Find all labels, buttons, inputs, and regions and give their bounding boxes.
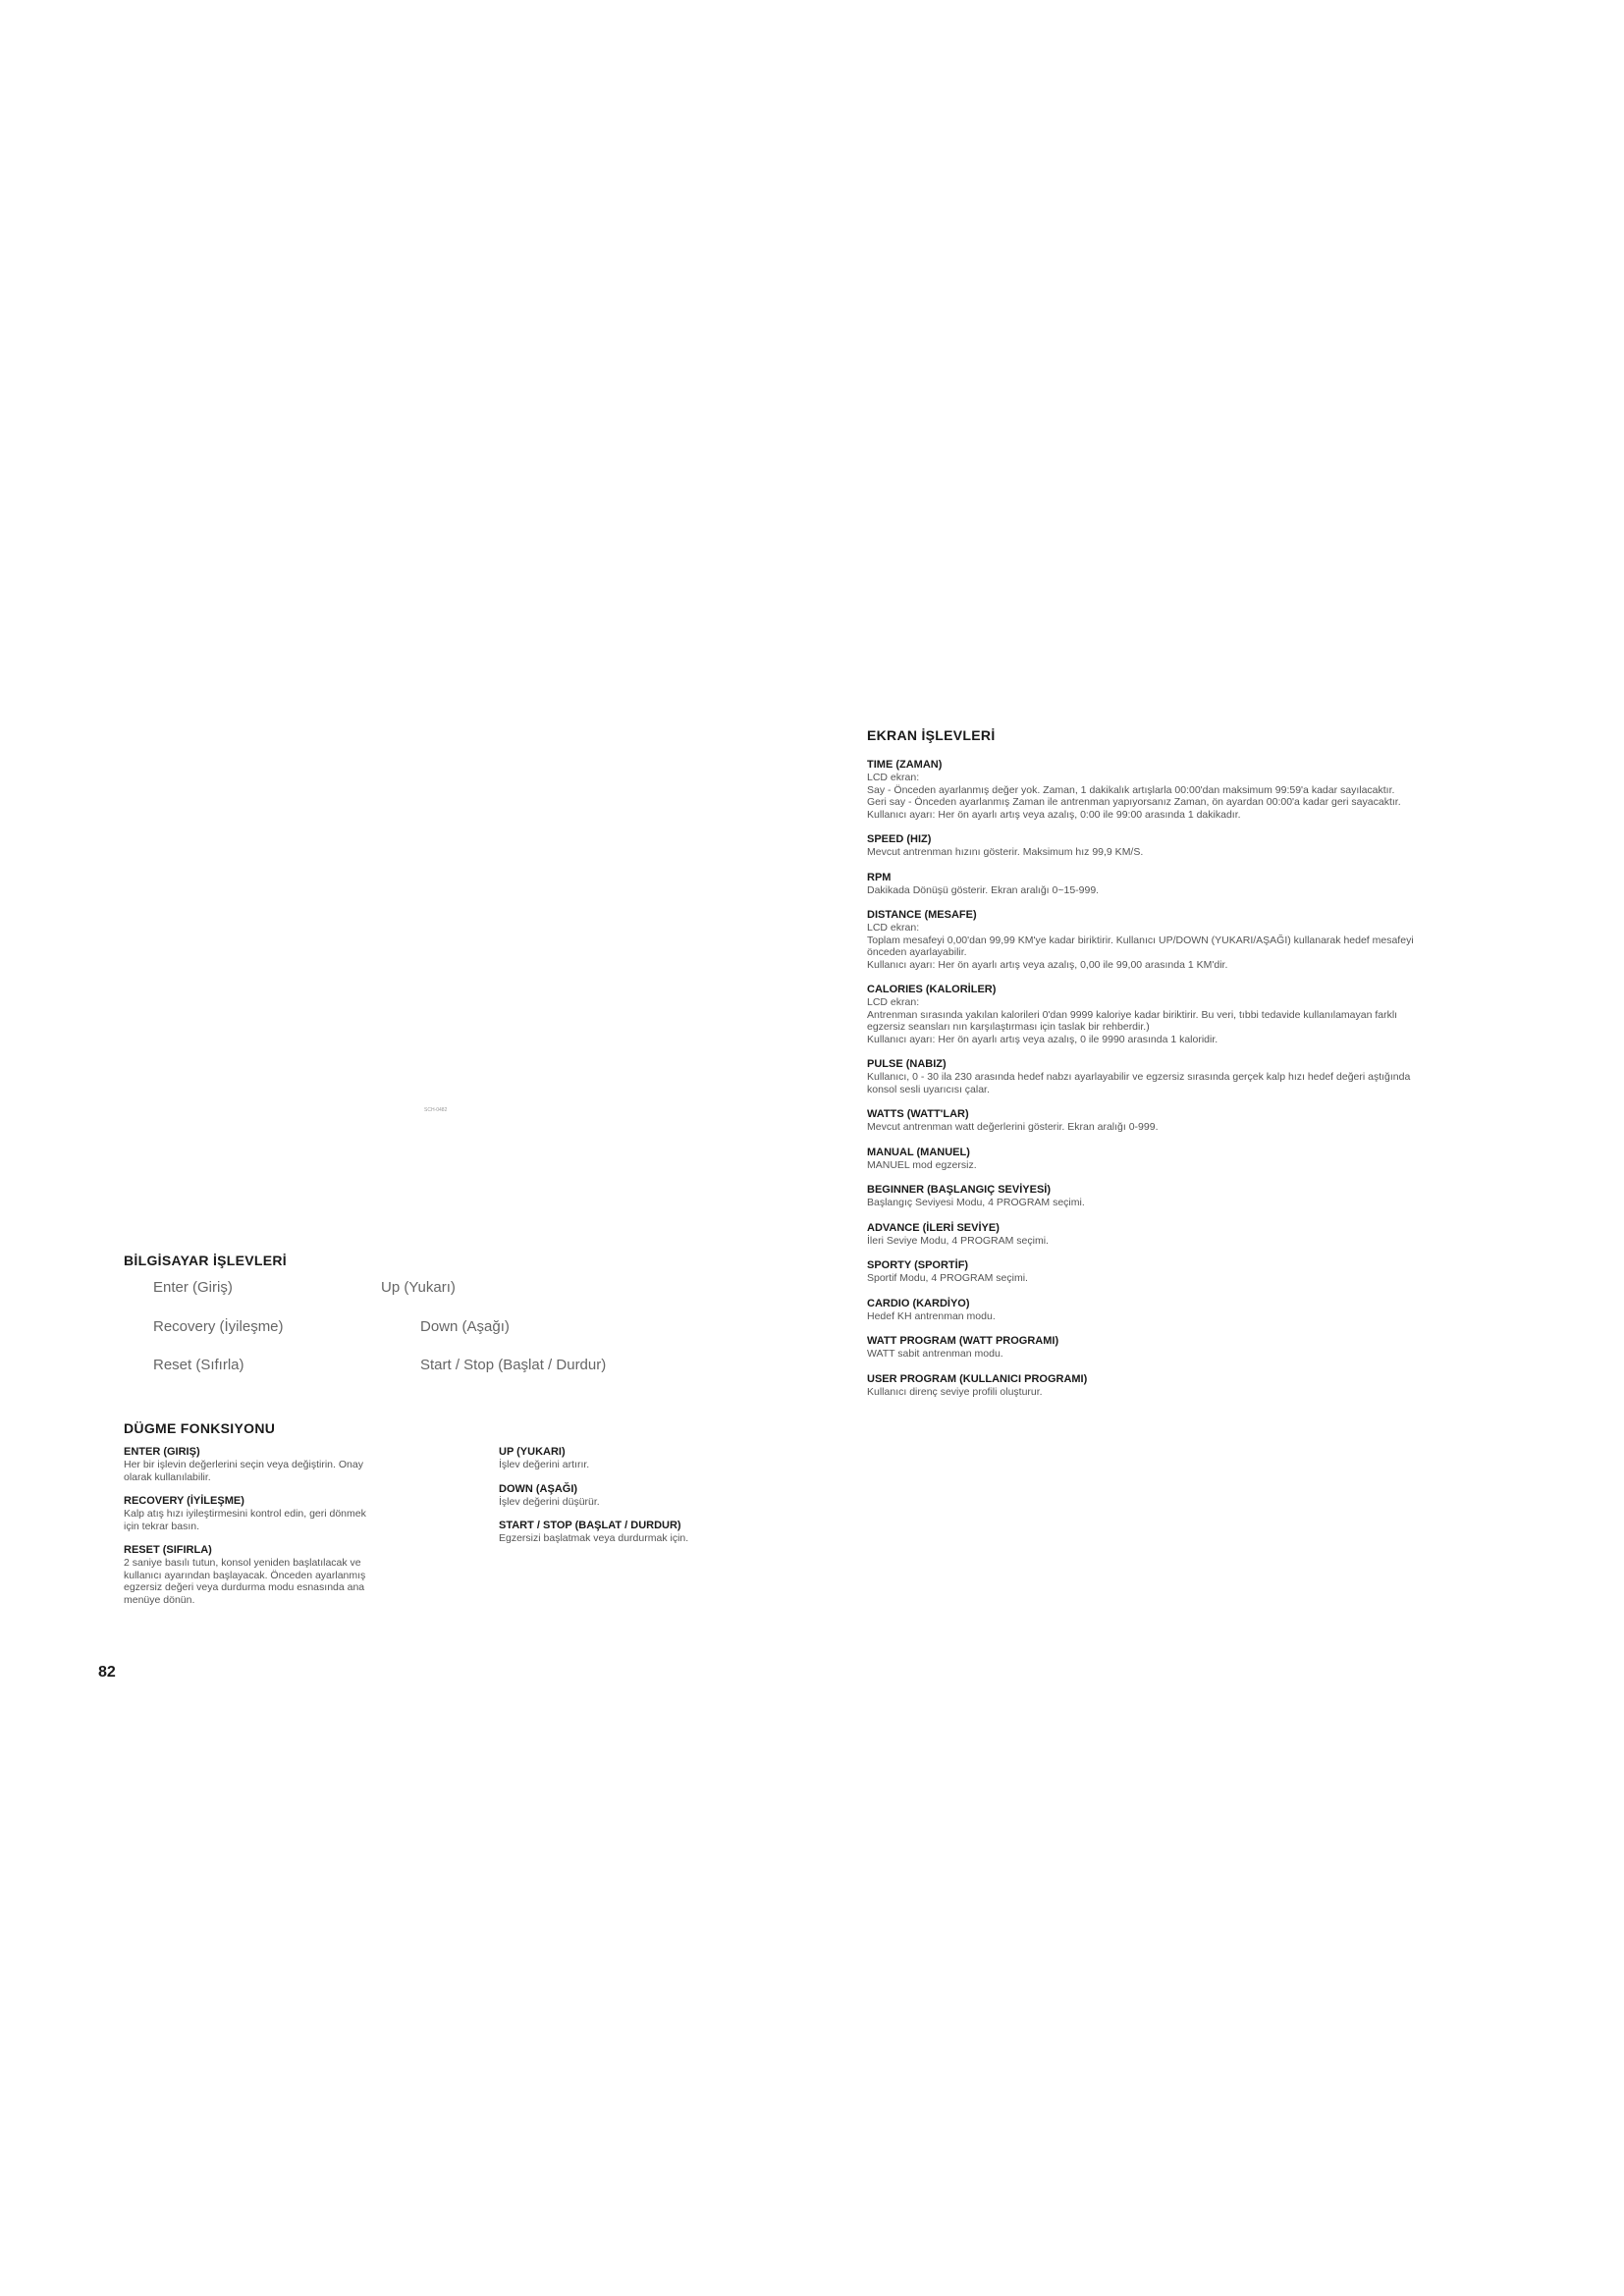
display-section-title: CARDIO (KARDİYO) — [867, 1297, 970, 1309]
btn-down-section — [499, 1483, 793, 1509]
fn-recovery: Recovery (İyileşme) — [153, 1318, 284, 1335]
button-functions-right — [499, 1446, 793, 1557]
btn-enter-title: ENTER (GIRIŞ) — [124, 1446, 200, 1458]
btn-reset-line: egzersiz değeri veya durdurma modu esnasında ana — [124, 1581, 365, 1593]
fn-up: Up (Yukarı) — [381, 1279, 456, 1296]
btn-reset-line: 2 saniye basılı tutun, konsol yeniden başlatılacak ve — [124, 1557, 361, 1569]
fn-enter: Enter (Giriş) — [153, 1279, 233, 1296]
btn-down-line: İşlev değerini düşürür. — [499, 1495, 600, 1508]
display-section-line: LCD ekran: — [867, 772, 920, 783]
button-functions-title: DÜGME FONKSIYONU — [124, 1420, 276, 1436]
display-section-line: Geri say - Önceden ayarlanmış Zaman ile antrenman yapıyorsanız Zaman, ön ayardan 00:00'a kadar geri sayacaktır. — [867, 796, 1401, 808]
display-section — [867, 1108, 1544, 1134]
display-section-line: LCD ekran: — [867, 996, 920, 1008]
display-section — [867, 1298, 1544, 1323]
display-section-line: Kullanıcı ayarı: Her ön ayarlı artış veya azalış, 0:00 ile 99:00 arasında 1 dakikadır. — [867, 808, 1241, 821]
display-section-line: Say - Önceden ayarlanmış değer yok. Zaman, 1 dakikalık artışlarla 00:00'dan maksimum 99:59'a kadar sayılacaktır. — [867, 783, 1395, 796]
display-section-title: USER PROGRAM (KULLANICI PROGRAMI) — [867, 1372, 1088, 1385]
btn-down-title: DOWN (AŞAĞI) — [499, 1482, 578, 1495]
page-number: 82 — [98, 1664, 116, 1681]
display-section-title: CALORIES (KALORİLER) — [867, 984, 997, 995]
display-section-title: PULSE (NABIZ) — [867, 1058, 947, 1070]
display-section-line: WATT sabit antrenman modu. — [867, 1348, 1003, 1360]
display-section — [867, 1335, 1544, 1361]
display-section-line: MANUEL mod egzersiz. — [867, 1158, 977, 1171]
display-section-title: WATT PROGRAM (WATT PROGRAMI) — [867, 1335, 1059, 1347]
display-section — [867, 984, 1544, 1045]
btn-enter-line: olarak kullanılabilir. — [124, 1470, 211, 1483]
display-section — [867, 909, 1544, 971]
display-section-line: Hedef KH antrenman modu. — [867, 1309, 996, 1322]
fn-start-stop: Start / Stop (Başlat / Durdur) — [420, 1357, 607, 1373]
display-section-line: Kullanıcı ayarı: Her ön ayarlı artış veya azalış, 0,00 ile 99,00 arasında 1 KM'dir. — [867, 958, 1228, 971]
btn-enter-line: Her bir işlevin değerlerini seçin veya değiştirin. Onay — [124, 1459, 363, 1470]
fn-down: Down (Aşağı) — [420, 1318, 510, 1335]
display-section-line: LCD ekran: — [867, 922, 920, 934]
display-section-line: Mevcut antrenman hızını gösterir. Maksimum hız 99,9 KM/S. — [867, 846, 1144, 858]
display-section-line: egzersiz seansları nın karşılaştırması için taslak bir rehberdir.) — [867, 1021, 1150, 1033]
btn-up-section — [499, 1446, 793, 1471]
display-section — [867, 1373, 1544, 1399]
display-section-title: WATTS (WATT'LAR) — [867, 1108, 969, 1120]
display-section-title: ADVANCE (İLERİ SEVİYE) — [867, 1221, 1000, 1234]
btn-recovery-section — [124, 1495, 448, 1532]
display-section-title: SPEED (HIZ) — [867, 833, 932, 845]
display-section — [867, 872, 1544, 897]
display-section-title: TIME (ZAMAN) — [867, 759, 943, 771]
display-section-line: Başlangıç Seviyesi Modu, 4 PROGRAM seçimi. — [867, 1197, 1085, 1208]
btn-start-stop-section — [499, 1520, 793, 1545]
display-section-line: Dakikada Dönüşü gösterir. Ekran aralığı 0~15-999. — [867, 883, 1100, 896]
computer-functions-title: BİLGİSAYAR İŞLEVLERİ — [124, 1253, 288, 1268]
display-section — [867, 833, 1544, 859]
display-section-line: önceden ayarlayabilir. — [867, 946, 967, 958]
btn-start-stop-line: Egzersizi başlatmak veya durdurmak için. — [499, 1532, 689, 1544]
image-caption: SCH-0482 — [424, 1107, 448, 1113]
display-section-line: Antrenman sırasında yakılan kalorileri 0'dan 9999 kaloriye kadar biriktirir. Bu veri, tıbbi tedavide kullanılamayan farklı — [867, 1008, 1398, 1021]
btn-reset-title: RESET (SIFIRLA) — [124, 1544, 212, 1556]
display-section-title: DISTANCE (MESAFE) — [867, 909, 977, 921]
fn-reset: Reset (Sıfırla) — [153, 1357, 244, 1373]
display-section — [867, 1147, 1544, 1172]
display-section-line: Toplam mesafeyi 0,00'dan 99,99 KM'ye kadar biriktirir. Kullanıcı UP/DOWN (YUKARI/AŞAĞI) kullanarak hedef mesafeyi — [867, 934, 1414, 946]
display-section-line: Kullanıcı direnç seviye profili oluşturur. — [867, 1385, 1043, 1398]
button-functions-left — [124, 1446, 448, 1618]
display-section — [867, 759, 1544, 821]
btn-up-line: İşlev değerini artırır. — [499, 1459, 590, 1470]
display-section-title: MANUAL (MANUEL) — [867, 1146, 970, 1158]
display-section-line: Sportif Modu, 4 PROGRAM seçimi. — [867, 1272, 1028, 1284]
display-section — [867, 1259, 1544, 1285]
btn-recovery-title: RECOVERY (İYİLEŞME) — [124, 1495, 244, 1507]
btn-reset-line: menüye dönün. — [124, 1593, 195, 1606]
display-section-line: İleri Seviye Modu, 4 PROGRAM seçimi. — [867, 1234, 1049, 1247]
display-section-title: SPORTY (SPORTİF) — [867, 1259, 969, 1271]
display-functions-title: EKRAN İŞLEVLERİ — [867, 727, 996, 743]
display-section — [867, 1222, 1544, 1248]
display-section-line: Kullanıcı ayarı: Her ön ayarlı artış veya azalış, 0 ile 9990 arasında 1 kaloridir. — [867, 1033, 1218, 1045]
btn-start-stop-title: START / STOP (BAŞLAT / DURDUR) — [499, 1520, 681, 1531]
display-section-line: konsol sesli uyarıcısı çalar. — [867, 1083, 990, 1095]
display-section-title: BEGINNER (BAŞLANGIÇ SEVİYESİ) — [867, 1184, 1052, 1196]
btn-reset-line: kullanıcı ayarından başlayacak. Önceden ayarlanmış — [124, 1569, 366, 1581]
btn-up-title: UP (YUKARI) — [499, 1446, 566, 1458]
btn-reset-section — [124, 1544, 448, 1606]
btn-recovery-line: için tekrar basın. — [124, 1520, 200, 1532]
display-functions-list — [867, 759, 1544, 1411]
display-section-line: Kullanıcı, 0 - 30 ila 230 arasında hedef nabzı ayarlayabilir ve egzersiz sırasında gerçek kalp hızı hedef değeri aştığında — [867, 1071, 1411, 1083]
display-section-title: RPM — [867, 871, 892, 883]
btn-recovery-line: Kalp atış hızı iyileştirmesini kontrol edin, geri dönmek — [124, 1508, 366, 1520]
btn-enter-section — [124, 1446, 448, 1483]
display-section — [867, 1184, 1544, 1209]
display-section — [867, 1058, 1544, 1095]
display-section-line: Mevcut antrenman watt değerlerini gösterir. Ekran aralığı 0-999. — [867, 1121, 1159, 1133]
